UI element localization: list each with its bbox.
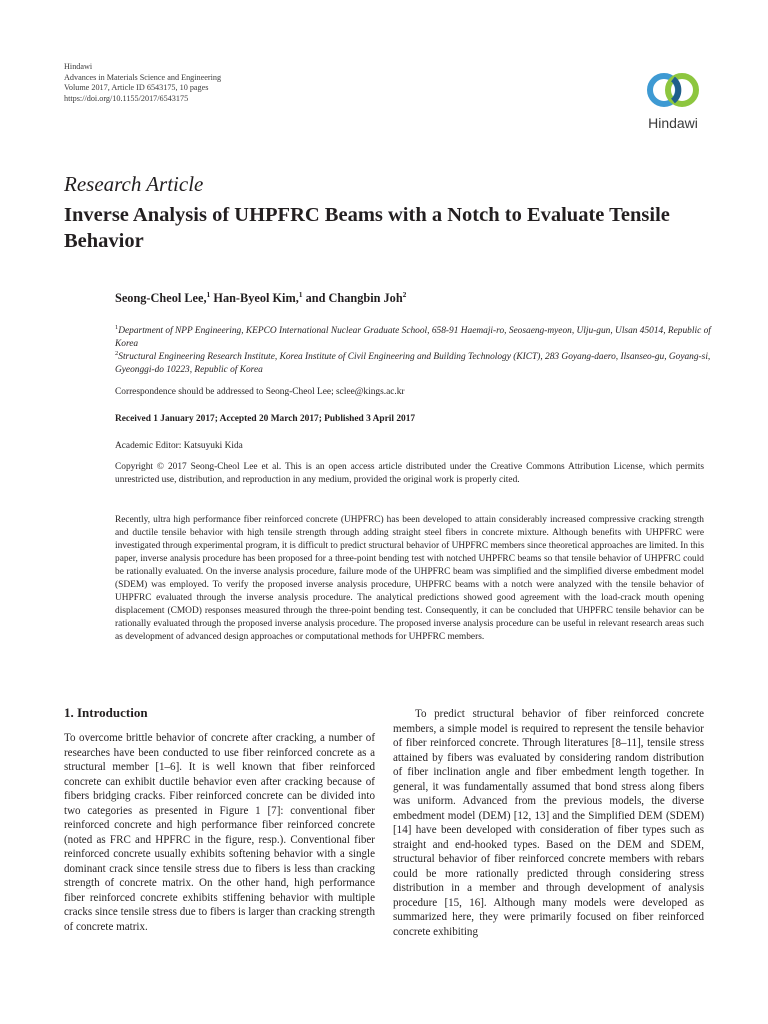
author-name: Han-Byeol Kim, [213,291,299,306]
affiliation-mark: 2 [115,350,119,357]
affiliation-text: Structural Engineering Research Institute, Korea Institute of Civil Engineering and Building Technology (KICT), 283 Goyang-daero, Ilsanseo-gu, Goyang-si, Gyeonggi-do 10223, Republic of Korea [115,352,711,376]
copyright-notice: Copyright © 2017 Seong-Cheol Lee et al. This is an open access article distributed under the Creative Commons Attribution License, which permits unrestricted use, distribution, and reproduction in any medium, provided the original work is properly cited. [115,462,704,485]
author-name: Seong-Cheol Lee, [115,291,207,306]
author-affiliation-mark: 1 [298,290,303,299]
journal-name: Advances in Materials Science and Engineering [64,72,222,82]
publication-dates: Received 1 January 2017; Accepted 20 March 2017; Published 3 April 2017 [115,414,416,424]
abstract: Recently, ultra high performance fiber reinforced concrete (UHPFRC) has been developed to attain considerably increased compressive cracking strength and ductile tensile behavior with high tensile strength through adding straight steel fibers in concrete mixture. Although benefits with UHPFRC were investigated through experimental program, it is difficult to predict structural behavior of UHPFRC members since theoretical approaches are limited. In this paper, inverse analysis procedure has been proposed for a three-point bending test with notched UHPFRC beams so that tensile behavior of UHPFRC could be rationally evaluated. On the inverse analysis procedure, failure mode of the UHPFRC beam was simplified and the simplified diverse embedment model (SDEM) was employed. To verify the proposed inverse analysis procedure, UHPFRC beams with a notch were analyzed with the tensile behavior of UHPFRC evaluated through the inverse analysis procedure. The analytical predictions showed good agreement with the load-crack mouth opening displacement (CMOD) responses measured through the three-point bending test. Consequently, it can be concluded that UHPFRC tensile behavior can be rationally evaluated through the proposed inverse analysis procedure. The proposed inverse analysis procedure can be useful in relevant research areas such as development of advanced design approaches or computational methods for UHPFRC members. [115,515,704,642]
affiliation-2 [115,347,715,377]
academic-editor: Academic Editor: Katsuyuki Kida [115,441,243,451]
correspondence-note: Correspondence should be addressed to Seong-Cheol Lee; sclee@kings.ac.kr [115,387,405,397]
affiliation-text: Department of NPP Engineering, KEPCO International Nuclear Graduate School, 658-91 Haemaji-ro, Seosaeng-myeon, Ulju-gun, Ulsan 45014, Republic of Korea [115,326,711,350]
author-affiliation-mark: 1 [206,290,211,299]
author-list [115,290,406,306]
author-affiliation-mark: 2 [402,290,407,299]
logo-wordmark: Hindawi [648,115,698,131]
doi-link[interactable]: https://doi.org/10.1155/2017/6543175 [64,93,189,103]
body-paragraph: To overcome brittle behavior of concrete after cracking, a number of researches have been conducted to use fiber reinforced concrete as a structural member [1–6]. It is well known that fiber reinforced concrete can exhibit ductile behavior even after cracking because of fibers bridging cracks. Fiber reinforced concrete can be divided into two categories as presented in Figure 1 [7]: conventional fiber reinforced concrete and high performance fiber reinforced concrete (noted as FRC and HPFRC in the figure, resp.). Conventional fiber reinforced concrete usually exhibits softening behavior with a single dominant crack since tensile stress due to fibers is less than cracking strength of concrete matrix. On the other hand, high performance fiber reinforced concrete exhibits stiffening behavior with multiple cracks since tensile stress due to fibers is larger than cracking strength of concrete matrix. [64,732,375,933]
article-type: Research Article [64,172,204,196]
body-paragraph: To predict structural behavior of fiber reinforced concrete members, a simple model is required to represent the tensile behavior of fiber reinforced concrete. Through literatures [8–11], tensile stress attained by fibers was evaluated by considering random distribution of fiber inclination angle and fiber embedment length together. In general, it was fundamentally assumed that bond stress along fibers was uniform. Advanced from the previous models, the diverse embedment model (DEM) [12, 13] and the Simplified DEM (SDEM) [14] have been developed with consideration of fiber types such as straight and end-hooked types. Based on the DEM and SDEM, structural behavior of fiber reinforced concrete members with rebars could be more rationally predicted through considering stress distribution in a member and through development of analysis procedure [15, 16]. Although many models were developed as summarized here, they were primarily focused on fiber reinforced concrete exhibiting [393,708,704,938]
article-title: Inverse Analysis of UHPFRC Beams with a Notch to Evaluate Tensile Behavior [64,204,670,252]
body-column-left [64,731,375,934]
journal-header [64,62,221,104]
affiliation-mark: 1 [115,324,119,331]
volume-info: Volume 2017, Article ID 6543175, 10 pages [64,83,209,93]
body-column-right [393,707,704,939]
publisher-name: Hindawi [64,62,93,71]
author-name: and Changbin Joh [305,291,403,306]
section-heading-introduction: 1. Introduction [64,705,148,720]
